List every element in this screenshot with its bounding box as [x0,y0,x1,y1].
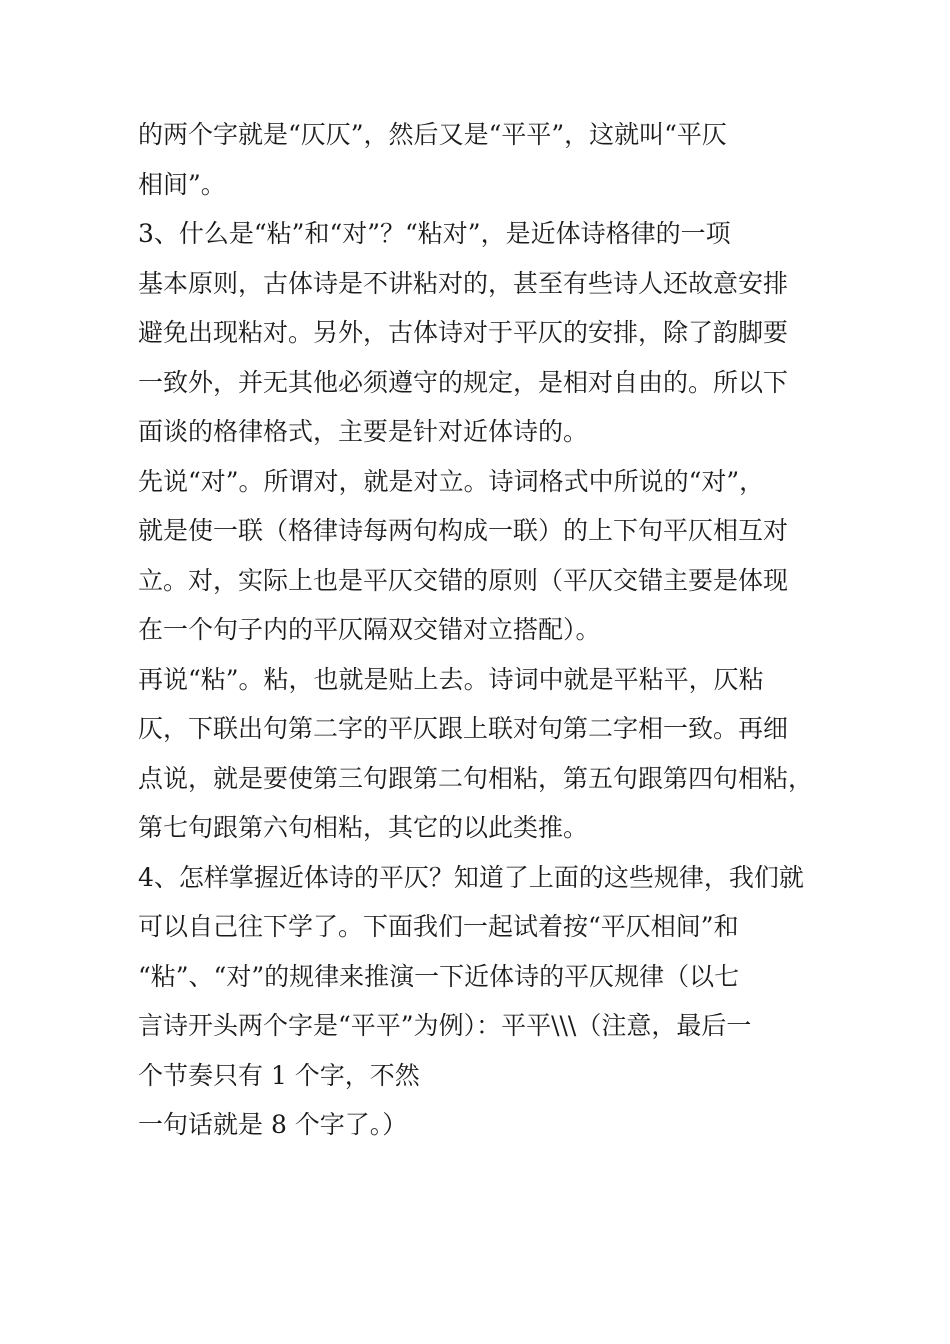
text-line: 一句话就是 8 个字了。） [138,1110,408,1139]
text-line: 的两个字就是“仄仄”，然后又是“平平”，这就叫“平仄 [138,120,727,149]
text-line: 言诗开头两个字是“平平”为例）：平平\\\（注意，最后一 [138,1011,752,1040]
text-line: 再说“粘”。粘，也就是贴上去。诗词中就是平粘平，仄粘 [138,664,764,694]
text-line: 立。对，实际上也是平仄交错的原则（平仄交错主要是体现 [138,565,789,595]
text-line: 就是使一联（格律诗每两句构成一联）的上下句平仄相互对 [138,516,789,545]
text-line: 基本原则，古体诗是不讲粘对的，甚至有些诗人还故意安排 [138,268,789,298]
text-line: 仄，下联出句第二字的平仄跟上联对句第二字相一致。再细 [138,714,789,743]
text-line: 先说“对”。所谓对，就是对立。诗词格式中所说的“对”， [138,466,765,496]
text-line: 第七句跟第六句相粘，其它的以此类推。 [138,813,589,842]
text-line: 相间”。 [138,169,226,199]
text-line: “粘”、“对”的规律来推演一下近体诗的平仄规律（以七 [138,961,740,991]
text-line: 4、怎样掌握近体诗的平仄？知道了上面的这些规律，我们就 [138,862,804,892]
text-line: 点说，就是要使第三句跟第二句相粘，第五句跟第四句相粘， [138,763,814,793]
text-line: 一致外，并无其他必须遵守的规定，是相对自由的。所以下 [138,367,789,397]
document-body [138,110,828,1150]
text-line: 可以自己往下学了。下面我们一起试着按“平仄相间”和 [138,912,739,941]
text-line: 3、什么是“粘”和“对”？“粘对”，是近体诗格律的一项 [138,219,731,248]
text-line: 在一个句子内的平仄隔双交错对立搭配）。 [138,615,601,644]
text-line: 个节奏只有 1 个字，不然 [138,1060,420,1090]
text-line: 面谈的格律格式，主要是针对近体诗的。 [138,417,589,446]
text-line: 避免出现粘对。另外，古体诗对于平仄的安排，除了韵脚要 [138,318,789,347]
